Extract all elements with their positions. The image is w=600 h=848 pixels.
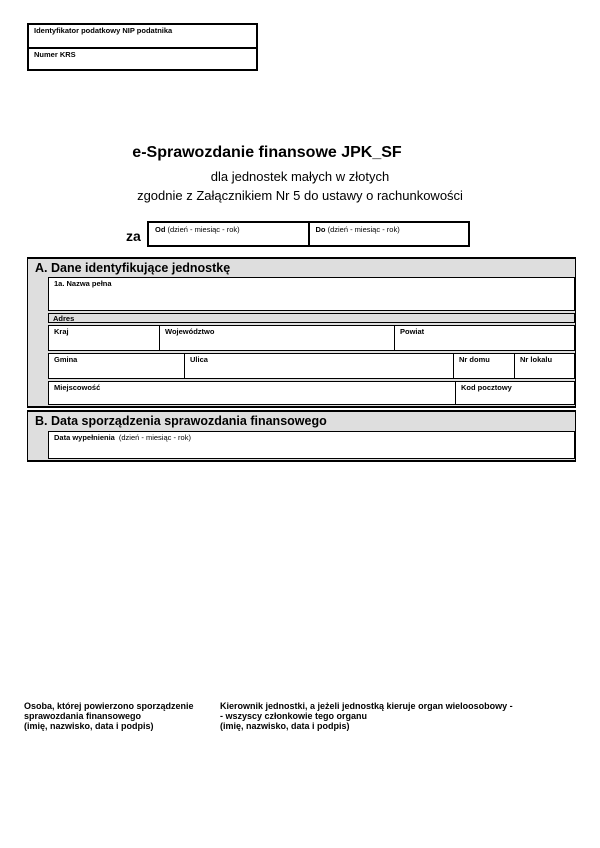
form-title: e-Sprawozdanie finansowe JPK_SF [132, 144, 402, 161]
period-do-hint: (dzień - miesiąc - rok) [327, 225, 400, 234]
powiat-label: Powiat [400, 327, 425, 336]
period-do-label: Do [315, 225, 326, 234]
miejscowosc-label: Miejscowość [54, 383, 101, 392]
field-kod-pocztowy[interactable] [455, 381, 575, 405]
gmina-label: Gmina [54, 355, 78, 364]
field-miejscowosc[interactable] [48, 381, 456, 405]
period-do-field[interactable] [310, 223, 469, 245]
adres-label: Adres [53, 314, 75, 323]
ulica-label: Ulica [190, 355, 208, 364]
section-a [27, 257, 576, 408]
krs-field[interactable] [29, 49, 256, 69]
kraj-label: Kraj [54, 327, 69, 336]
signature-right-line-2: - wszyscy członkowie tego organu [220, 711, 368, 721]
form-subtitle-1: dla jednostek małych w złotych [210, 169, 390, 184]
taxpayer-id-box [27, 23, 258, 71]
address-row-1 [48, 325, 575, 351]
nr-lokalu-label: Nr lokalu [520, 355, 553, 364]
field-wojewodztwo[interactable] [159, 325, 395, 351]
signature-caption-right [220, 701, 592, 731]
address-row-3 [48, 381, 575, 405]
section-b-fields [48, 431, 575, 459]
wojewodztwo-label: Województwo [165, 327, 215, 336]
form-subtitle-2: zgodnie z Załącznikiem Nr 5 do ustawy o rachunkowości [137, 188, 463, 203]
data-wypelnienia-hint: (dzień - miesiąc - rok) [118, 433, 191, 442]
field-kraj[interactable] [48, 325, 160, 351]
field-nr-lokalu[interactable] [514, 353, 575, 379]
section-b-header: B. Data sporządzenia sprawozdania finansowego [35, 414, 327, 428]
period-od-field[interactable] [149, 223, 310, 245]
signature-left-line-3: (imię, nazwisko, data i podpis) [24, 721, 154, 731]
kod-pocztowy-label: Kod pocztowy [461, 383, 512, 392]
nip-field[interactable] [29, 25, 256, 49]
adres-subheader [48, 313, 575, 323]
data-wypelnienia-label [49, 432, 574, 442]
period-za-label: za [126, 228, 141, 244]
signature-left-line-2: sprawozdania finansowego [24, 711, 142, 721]
section-b [27, 410, 576, 462]
data-wypelnienia-label-text: Data wypełnienia [54, 433, 115, 442]
signature-right-line-1: Kierownik jednostki, a jeżeli jednostką kieruje organ wieloosobowy - [220, 701, 513, 711]
field-data-wypelnienia[interactable] [48, 431, 575, 459]
krs-label: Numer KRS [34, 50, 76, 59]
period-od-hint: (dzień - miesiąc - rok) [167, 225, 240, 234]
field-nazwa-pelna[interactable] [48, 277, 575, 311]
section-a-header: A. Dane identyfikujące jednostkę [35, 261, 231, 275]
field-powiat[interactable] [394, 325, 575, 351]
nazwa-pelna-label: 1a. Nazwa pełna [54, 279, 112, 288]
period-box [147, 221, 470, 247]
field-gmina[interactable] [48, 353, 185, 379]
field-nr-domu[interactable] [453, 353, 515, 379]
address-row-2 [48, 353, 575, 379]
section-a-fields [48, 277, 575, 405]
period-od-label: Od [155, 225, 166, 234]
signature-left-line-1: Osoba, której powierzono sporządzenie [24, 701, 194, 711]
nip-label: Identyfikator podatkowy NIP podatnika [34, 26, 173, 35]
nr-domu-label: Nr domu [459, 355, 490, 364]
signature-right-line-3: (imię, nazwisko, data i podpis) [220, 721, 350, 731]
signature-caption-left [24, 701, 219, 731]
field-ulica[interactable] [184, 353, 454, 379]
